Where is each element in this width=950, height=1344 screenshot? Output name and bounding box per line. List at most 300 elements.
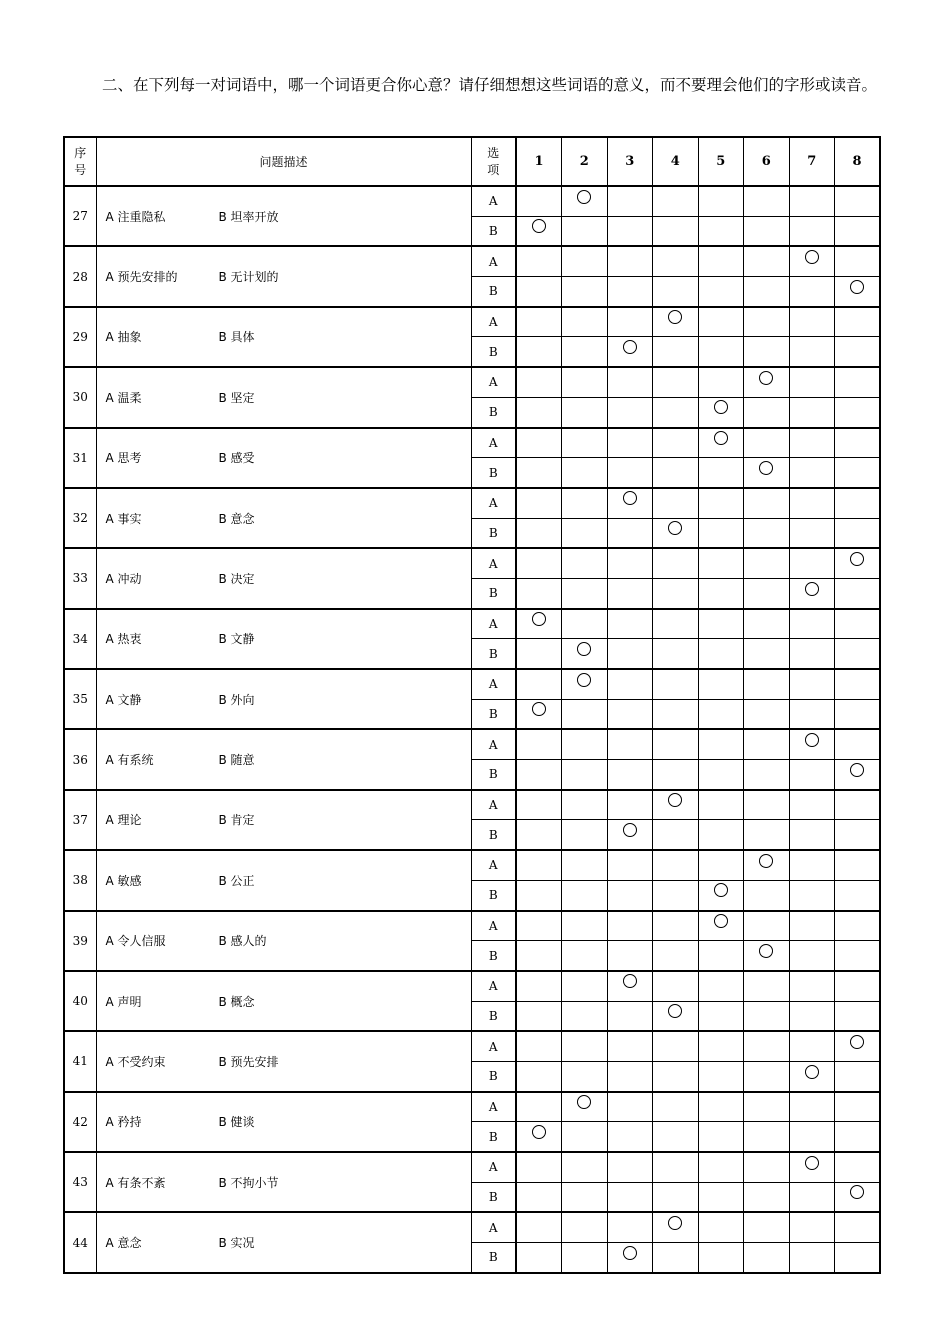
table-row: [64, 548, 880, 578]
score-cell-2: [562, 669, 608, 699]
score-cell-1: [516, 548, 562, 578]
score-cell-6: [744, 1243, 790, 1273]
score-cell-5: [698, 277, 744, 307]
score-cell-8: [835, 729, 881, 759]
option-label: B: [471, 1061, 516, 1091]
question-description: [96, 488, 471, 548]
option-label: A: [471, 669, 516, 699]
score-cell-5: [698, 367, 744, 397]
option-label: B: [471, 941, 516, 971]
score-cell-4: [653, 1061, 699, 1091]
score-cell-1: [516, 307, 562, 337]
option-label: B: [471, 639, 516, 669]
circle-mark-icon: [668, 521, 682, 535]
score-cell-6: [744, 307, 790, 337]
score-cell-7: [789, 941, 835, 971]
score-cell-1: [516, 699, 562, 729]
question-description: [96, 548, 471, 608]
score-cell-6: [744, 1061, 790, 1091]
option-label: B: [471, 1122, 516, 1152]
choice-b-text: B 意念: [218, 511, 255, 526]
score-cell-5: [698, 639, 744, 669]
score-cell-4: [653, 458, 699, 488]
score-cell-7: [789, 307, 835, 337]
score-cell-5: [698, 216, 744, 246]
score-cell-8: [835, 578, 881, 608]
score-cell-8: [835, 699, 881, 729]
question-rows: [64, 186, 880, 1273]
score-cell-2: [562, 609, 608, 639]
score-cell-4: [653, 186, 699, 216]
score-cell-5: [698, 729, 744, 759]
score-cell-6: [744, 820, 790, 850]
score-cell-1: [516, 760, 562, 790]
score-cell-6: [744, 639, 790, 669]
score-cell-1: [516, 518, 562, 548]
choice-b-text: B 坦率开放: [218, 209, 279, 224]
table-row: [64, 367, 880, 397]
score-cell-4: [653, 911, 699, 941]
table-row: [64, 1152, 880, 1182]
score-cell-4: [653, 397, 699, 427]
circle-mark-icon: [532, 219, 546, 233]
score-cell-4: [653, 850, 699, 880]
circle-mark-icon: [623, 491, 637, 505]
score-cell-3: [607, 880, 653, 910]
score-cell-1: [516, 1122, 562, 1152]
score-cell-2: [562, 790, 608, 820]
choice-a-text: A 理论: [105, 813, 142, 828]
score-cell-2: [562, 1243, 608, 1273]
question-description: [96, 367, 471, 427]
choice-b-text: B 预先安排: [218, 1054, 279, 1069]
score-cell-6: [744, 458, 790, 488]
option-label: B: [471, 1001, 516, 1031]
choice-b-text: B 不拘小节: [218, 1175, 279, 1190]
score-cell-7: [789, 609, 835, 639]
choice-b-text: B 随意: [218, 753, 255, 768]
score-cell-1: [516, 1212, 562, 1242]
score-cell-5: [698, 850, 744, 880]
circle-mark-icon: [850, 280, 864, 294]
score-cell-1: [516, 1031, 562, 1061]
circle-mark-icon: [577, 1095, 591, 1109]
header-row: [64, 137, 880, 186]
circle-mark-icon: [668, 1216, 682, 1230]
choice-a-text: A 有条不紊: [105, 1175, 166, 1190]
question-number: 37: [64, 790, 96, 850]
score-cell-2: [562, 1001, 608, 1031]
score-cell-1: [516, 790, 562, 820]
choice-a-text: A 文静: [105, 692, 142, 707]
score-cell-7: [789, 850, 835, 880]
question-number: 38: [64, 850, 96, 910]
score-cell-1: [516, 458, 562, 488]
score-cell-6: [744, 397, 790, 427]
score-cell-6: [744, 1001, 790, 1031]
option-label: B: [471, 1243, 516, 1273]
choice-a-text: A 有系统: [105, 753, 154, 768]
score-cell-1: [516, 488, 562, 518]
score-cell-8: [835, 518, 881, 548]
score-cell-7: [789, 277, 835, 307]
score-cell-7: [789, 669, 835, 699]
score-cell-5: [698, 1031, 744, 1061]
score-cell-7: [789, 458, 835, 488]
score-cell-6: [744, 428, 790, 458]
score-cell-8: [835, 307, 881, 337]
score-cell-4: [653, 1182, 699, 1212]
score-cell-8: [835, 609, 881, 639]
score-cell-7: [789, 578, 835, 608]
circle-mark-icon: [805, 582, 819, 596]
circle-mark-icon: [850, 552, 864, 566]
score-cell-8: [835, 186, 881, 216]
header-col-6: 6: [744, 137, 790, 186]
question-description: [96, 186, 471, 246]
score-cell-7: [789, 880, 835, 910]
option-label: A: [471, 307, 516, 337]
score-cell-7: [789, 246, 835, 276]
score-cell-4: [653, 971, 699, 1001]
score-cell-5: [698, 1243, 744, 1273]
score-cell-7: [789, 1182, 835, 1212]
score-cell-7: [789, 911, 835, 941]
score-cell-5: [698, 518, 744, 548]
choice-b-text: B 外向: [218, 692, 255, 707]
score-cell-1: [516, 337, 562, 367]
question-number: 27: [64, 186, 96, 246]
circle-mark-icon: [850, 1185, 864, 1199]
score-cell-1: [516, 186, 562, 216]
score-cell-4: [653, 518, 699, 548]
score-cell-6: [744, 941, 790, 971]
score-cell-4: [653, 639, 699, 669]
choice-a-text: A 预先安排的: [105, 270, 178, 285]
score-cell-7: [789, 337, 835, 367]
circle-mark-icon: [759, 371, 773, 385]
header-col-5: 5: [698, 137, 744, 186]
choice-a-text: A 冲动: [105, 571, 142, 586]
question-number: 33: [64, 548, 96, 608]
score-cell-6: [744, 880, 790, 910]
score-cell-5: [698, 548, 744, 578]
score-cell-6: [744, 911, 790, 941]
score-cell-3: [607, 548, 653, 578]
score-cell-8: [835, 1152, 881, 1182]
table-row: [64, 307, 880, 337]
score-cell-5: [698, 397, 744, 427]
score-cell-5: [698, 790, 744, 820]
question-number: 32: [64, 488, 96, 548]
choice-a-text: A 意念: [105, 1236, 142, 1251]
score-cell-8: [835, 367, 881, 397]
score-cell-6: [744, 760, 790, 790]
choice-b-text: B 公正: [218, 873, 255, 888]
table-row: [64, 790, 880, 820]
score-cell-5: [698, 1122, 744, 1152]
option-label: B: [471, 578, 516, 608]
option-label: A: [471, 850, 516, 880]
question-description: [96, 307, 471, 367]
score-cell-4: [653, 578, 699, 608]
choice-b-text: B 坚定: [218, 390, 255, 405]
score-cell-5: [698, 1061, 744, 1091]
score-cell-8: [835, 1243, 881, 1273]
score-cell-1: [516, 367, 562, 397]
score-cell-3: [607, 699, 653, 729]
score-cell-6: [744, 367, 790, 397]
choice-a-text: A 抽象: [105, 330, 142, 345]
option-label: A: [471, 729, 516, 759]
score-cell-2: [562, 337, 608, 367]
score-cell-4: [653, 729, 699, 759]
circle-mark-icon: [623, 823, 637, 837]
score-cell-4: [653, 1212, 699, 1242]
score-cell-3: [607, 1001, 653, 1031]
score-cell-2: [562, 1092, 608, 1122]
score-cell-3: [607, 337, 653, 367]
option-label: B: [471, 397, 516, 427]
score-cell-3: [607, 850, 653, 880]
score-cell-2: [562, 1212, 608, 1242]
score-cell-1: [516, 397, 562, 427]
score-cell-7: [789, 428, 835, 458]
score-cell-8: [835, 669, 881, 699]
score-cell-8: [835, 1061, 881, 1091]
score-cell-8: [835, 548, 881, 578]
score-cell-7: [789, 760, 835, 790]
header-col-8: 8: [835, 137, 881, 186]
score-cell-4: [653, 790, 699, 820]
question-number: 35: [64, 669, 96, 729]
score-cell-2: [562, 1182, 608, 1212]
score-cell-2: [562, 729, 608, 759]
score-cell-2: [562, 971, 608, 1001]
score-cell-8: [835, 428, 881, 458]
header-col-1: 1: [516, 137, 562, 186]
table-row: [64, 1092, 880, 1122]
score-cell-8: [835, 277, 881, 307]
header-col-2: 2: [562, 137, 608, 186]
score-cell-4: [653, 548, 699, 578]
score-cell-6: [744, 1092, 790, 1122]
question-number: 42: [64, 1092, 96, 1152]
option-label: A: [471, 1031, 516, 1061]
circle-mark-icon: [714, 883, 728, 897]
score-cell-6: [744, 699, 790, 729]
score-cell-1: [516, 1092, 562, 1122]
score-cell-4: [653, 216, 699, 246]
score-cell-3: [607, 971, 653, 1001]
score-cell-8: [835, 1212, 881, 1242]
option-label: A: [471, 609, 516, 639]
header-col-3: 3: [607, 137, 653, 186]
score-cell-6: [744, 609, 790, 639]
score-cell-5: [698, 609, 744, 639]
question-description: [96, 1212, 471, 1272]
score-cell-1: [516, 246, 562, 276]
score-cell-4: [653, 1243, 699, 1273]
score-cell-6: [744, 277, 790, 307]
option-label: A: [471, 1152, 516, 1182]
score-cell-6: [744, 337, 790, 367]
score-cell-2: [562, 578, 608, 608]
score-cell-2: [562, 397, 608, 427]
question-description: [96, 790, 471, 850]
circle-mark-icon: [759, 944, 773, 958]
score-cell-3: [607, 1031, 653, 1061]
score-cell-8: [835, 246, 881, 276]
score-cell-3: [607, 428, 653, 458]
score-cell-3: [607, 397, 653, 427]
score-cell-2: [562, 911, 608, 941]
score-cell-6: [744, 1182, 790, 1212]
option-label: B: [471, 1182, 516, 1212]
score-cell-3: [607, 277, 653, 307]
score-cell-4: [653, 820, 699, 850]
circle-mark-icon: [668, 310, 682, 324]
option-label: B: [471, 760, 516, 790]
score-cell-6: [744, 971, 790, 1001]
table-row: [64, 669, 880, 699]
score-cell-6: [744, 1152, 790, 1182]
score-cell-8: [835, 850, 881, 880]
score-cell-1: [516, 850, 562, 880]
score-cell-1: [516, 971, 562, 1001]
score-cell-5: [698, 488, 744, 518]
option-label: B: [471, 820, 516, 850]
header-col-4: 4: [653, 137, 699, 186]
question-number: 30: [64, 367, 96, 427]
choice-a-text: A 热衷: [105, 632, 142, 647]
header-option: 选 项: [471, 137, 516, 186]
score-cell-4: [653, 1152, 699, 1182]
question-description: [96, 246, 471, 306]
score-cell-8: [835, 216, 881, 246]
score-cell-4: [653, 428, 699, 458]
question-number: 36: [64, 729, 96, 789]
score-cell-3: [607, 669, 653, 699]
circle-mark-icon: [759, 461, 773, 475]
score-cell-7: [789, 729, 835, 759]
choice-a-text: A 矜持: [105, 1115, 142, 1130]
score-cell-6: [744, 548, 790, 578]
question-description: [96, 971, 471, 1031]
score-cell-3: [607, 1182, 653, 1212]
score-cell-1: [516, 729, 562, 759]
score-cell-2: [562, 880, 608, 910]
score-cell-2: [562, 850, 608, 880]
score-cell-1: [516, 669, 562, 699]
table-row: [64, 850, 880, 880]
instructions-text: 二、在下列每一对词语中，哪一个词语更合你心意？请仔细想想这些词语的意义，而不要理会他们的字形或读音。: [102, 75, 878, 94]
question-number: 39: [64, 911, 96, 971]
table-row: [64, 971, 880, 1001]
choice-b-text: B 感受: [218, 451, 255, 466]
score-cell-6: [744, 488, 790, 518]
score-cell-2: [562, 488, 608, 518]
score-cell-5: [698, 669, 744, 699]
score-cell-1: [516, 1243, 562, 1273]
score-cell-6: [744, 1212, 790, 1242]
option-label: A: [471, 488, 516, 518]
score-cell-3: [607, 1212, 653, 1242]
score-cell-7: [789, 518, 835, 548]
score-cell-4: [653, 760, 699, 790]
score-cell-5: [698, 1001, 744, 1031]
circle-mark-icon: [577, 673, 591, 687]
choice-b-text: B 概念: [218, 994, 255, 1009]
score-cell-2: [562, 639, 608, 669]
circle-mark-icon: [805, 250, 819, 264]
score-cell-7: [789, 367, 835, 397]
score-cell-8: [835, 1122, 881, 1152]
score-cell-6: [744, 518, 790, 548]
score-cell-1: [516, 1152, 562, 1182]
choice-a-text: A 不受约束: [105, 1054, 166, 1069]
score-cell-3: [607, 760, 653, 790]
option-label: B: [471, 277, 516, 307]
score-cell-6: [744, 669, 790, 699]
circle-mark-icon: [805, 733, 819, 747]
score-cell-7: [789, 790, 835, 820]
score-cell-2: [562, 458, 608, 488]
choice-a-text: A 思考: [105, 451, 142, 466]
circle-mark-icon: [714, 400, 728, 414]
score-cell-3: [607, 367, 653, 397]
choice-a-text: A 令人信服: [105, 934, 166, 949]
choice-b-text: B 肯定: [218, 813, 255, 828]
score-cell-1: [516, 820, 562, 850]
question-number: 43: [64, 1152, 96, 1212]
score-cell-4: [653, 609, 699, 639]
option-label: A: [471, 548, 516, 578]
score-cell-4: [653, 669, 699, 699]
score-cell-3: [607, 790, 653, 820]
score-cell-4: [653, 246, 699, 276]
question-description: [96, 1092, 471, 1152]
score-cell-3: [607, 307, 653, 337]
choice-b-text: B 感人的: [218, 934, 267, 949]
option-label: B: [471, 337, 516, 367]
score-cell-8: [835, 397, 881, 427]
choice-b-text: B 无计划的: [218, 270, 279, 285]
circle-mark-icon: [759, 854, 773, 868]
score-cell-1: [516, 609, 562, 639]
score-cell-5: [698, 1152, 744, 1182]
score-cell-7: [789, 1092, 835, 1122]
score-cell-7: [789, 639, 835, 669]
score-cell-1: [516, 428, 562, 458]
score-cell-8: [835, 971, 881, 1001]
question-description: [96, 850, 471, 910]
score-cell-1: [516, 941, 562, 971]
score-cell-7: [789, 216, 835, 246]
score-cell-3: [607, 1061, 653, 1091]
table-row: [64, 609, 880, 639]
choice-b-text: B 健谈: [218, 1115, 255, 1130]
question-description: [96, 669, 471, 729]
score-cell-7: [789, 1212, 835, 1242]
circle-mark-icon: [850, 763, 864, 777]
score-cell-7: [789, 397, 835, 427]
score-cell-3: [607, 609, 653, 639]
option-label: A: [471, 367, 516, 397]
question-number: 44: [64, 1212, 96, 1272]
score-cell-3: [607, 1243, 653, 1273]
choice-b-text: B 文静: [218, 632, 255, 647]
